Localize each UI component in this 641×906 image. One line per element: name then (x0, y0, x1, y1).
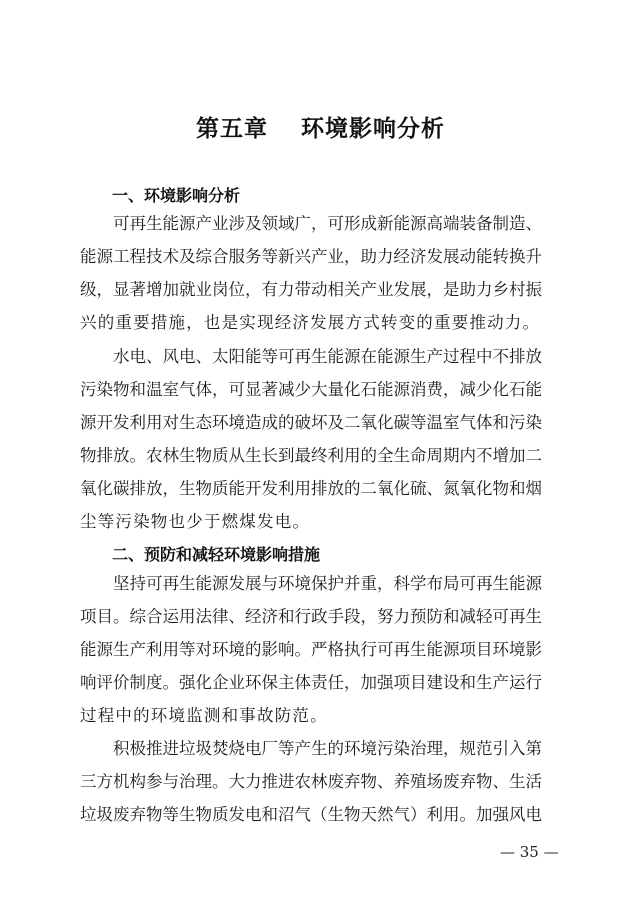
text-line: 项目。综合运用法律、经济和行政手段，努力预防和减轻可再生 (80, 607, 542, 626)
text-line: 级，显著增加就业岗位，有力带动相关产业发展，是助力乡村振 (80, 280, 542, 299)
text-line: 尘等污染物也少于燃煤发电。 (80, 512, 311, 531)
text-line: 过程中的环境监测和事故防范。 (80, 706, 328, 725)
text-line: 能源生产利用等对环境的影响。严格执行可再生能源项目环境影 (80, 640, 542, 659)
text-line: 垃圾废弃物等生物质发电和沼气（生物天然气）利用。加强风电 (80, 805, 542, 824)
text-line: 水电、风电、太阳能等可再生能源在能源生产过程中不排放 (113, 347, 542, 366)
text-line: 氧化碳排放，生物质能开发利用排放的二氧化硫、氮氧化物和烟 (80, 479, 542, 498)
text-line: 物排放。农林生物质从生长到最终利用的全生命周期内不增加二 (80, 446, 542, 465)
chapter-title: 第五章 环境影响分析 (195, 116, 445, 142)
text-line: 坚持可再生能源发展与环境保护并重，科学布局可再生能源 (113, 574, 542, 593)
section-heading-2: 二、预防和减轻环境影响措施 (112, 545, 321, 564)
text-line: 响评价制度。强化企业环保主体责任，加强项目建设和生产运行 (80, 673, 542, 692)
text-line: 积极推进垃圾焚烧电厂等产生的环境污染治理，规范引入第 (113, 739, 542, 758)
page-number: — 35 — (500, 843, 559, 861)
text-line: 三方机构参与治理。大力推进农林废弃物、养殖场废弃物、生活 (80, 772, 542, 791)
text-line: 能源工程技术及综合服务等新兴产业，助力经济发展动能转换升 (80, 247, 542, 266)
text-line: 兴的重要措施，也是实现经济发展方式转变的重要推动力。 (80, 313, 541, 332)
section-heading-1: 一、环境影响分析 (112, 186, 241, 205)
text-line: 污染物和温室气体，可显著减少大量化石能源消费，减少化石能 (80, 380, 542, 399)
text-line: 可再生能源产业涉及领域广，可形成新能源高端装备制造、 (113, 214, 542, 233)
text-line: 源开发利用对生态环境造成的破坏及二氧化碳等温室气体和污染 (80, 413, 542, 432)
